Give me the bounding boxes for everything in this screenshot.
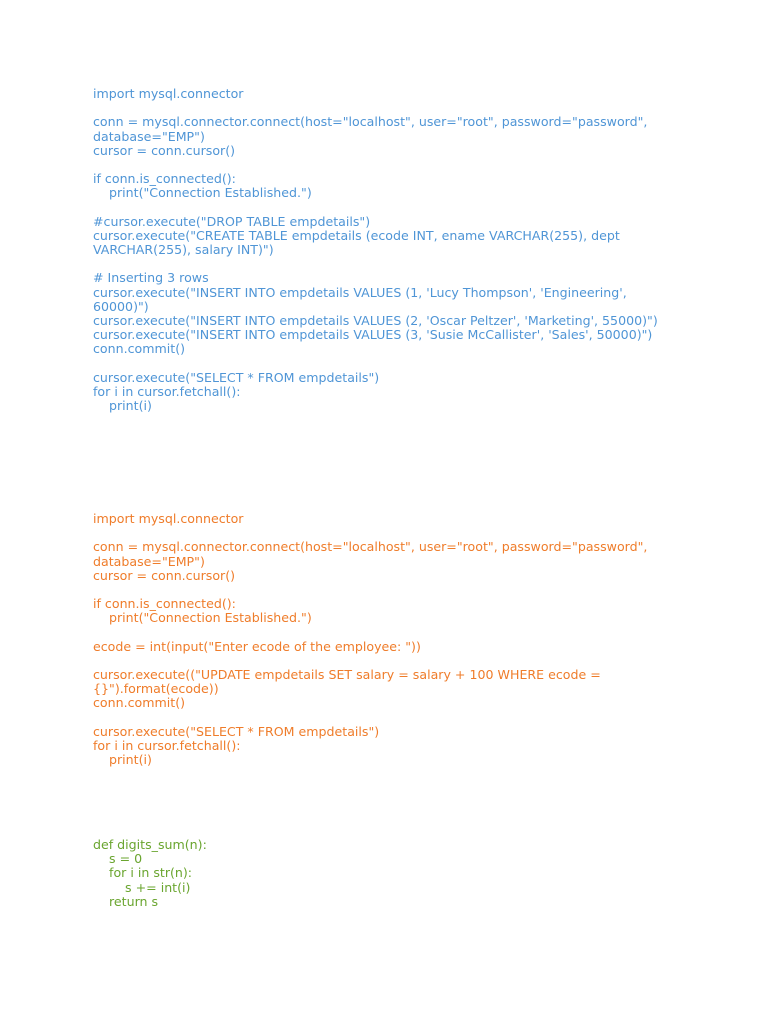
code-line: print("Connection Established.") bbox=[93, 610, 312, 626]
code-line: print("Connection Established.") bbox=[93, 185, 312, 201]
code-line: cursor.execute("SELECT * FROM empdetails") bbox=[93, 723, 380, 739]
code-line-blank bbox=[93, 711, 693, 725]
code-line: def digits_sum(n): bbox=[93, 837, 207, 852]
code-line: {}").format(ecode)) bbox=[93, 681, 219, 697]
code-line: 60000)") bbox=[93, 298, 149, 314]
code-line: cursor.execute("INSERT INTO empdetails VALUES (3, 'Susie McCallister', 'Sales', 50000)") bbox=[93, 327, 653, 343]
code-line: s = 0 bbox=[93, 851, 143, 867]
code-block-mysql-update bbox=[93, 512, 693, 767]
code-block-mysql-insert bbox=[93, 87, 693, 413]
code-line-blank bbox=[93, 158, 693, 172]
code-line: conn.commit() bbox=[93, 695, 186, 711]
code-line: cursor.execute("INSERT INTO empdetails VALUES (1, 'Lucy Thompson', 'Engineering', bbox=[93, 284, 627, 300]
code-line: database="EMP") bbox=[93, 553, 205, 569]
code-line-blank bbox=[93, 583, 693, 597]
code-line-blank bbox=[93, 526, 693, 540]
code-line: conn.commit() bbox=[93, 341, 186, 357]
code-line-blank bbox=[93, 257, 693, 271]
code-line: cursor.execute("INSERT INTO empdetails VALUES (2, 'Oscar Peltzer', 'Marketing', 55000)") bbox=[93, 313, 658, 328]
code-line-blank bbox=[93, 201, 693, 215]
code-line: if conn.is_connected(): bbox=[93, 596, 236, 612]
code-line: conn = mysql.connector.connect(host="localhost", user="root", password="password", bbox=[93, 539, 648, 555]
code-line: if conn.is_connected(): bbox=[93, 171, 236, 187]
code-line: for i in cursor.fetchall(): bbox=[93, 383, 241, 399]
code-line: #cursor.execute("DROP TABLE empdetails") bbox=[93, 213, 371, 229]
code-line: import mysql.connector bbox=[93, 511, 244, 526]
code-block-digits-sum bbox=[93, 838, 693, 909]
code-line: import mysql.connector bbox=[93, 86, 244, 101]
code-line: cursor = conn.cursor() bbox=[93, 142, 236, 158]
code-line: conn = mysql.connector.connect(host="localhost", user="root", password="password", bbox=[93, 114, 648, 130]
code-line: # Inserting 3 rows bbox=[93, 270, 209, 286]
code-line: return s bbox=[93, 893, 159, 909]
code-line: cursor.execute("SELECT * FROM empdetails") bbox=[93, 369, 380, 385]
code-line: for i in cursor.fetchall(): bbox=[93, 738, 241, 753]
code-line: cursor.execute(("UPDATE empdetails SET salary = salary + 100 WHERE ecode = bbox=[93, 667, 601, 683]
code-line: s += int(i) bbox=[93, 879, 191, 895]
code-line-blank bbox=[93, 357, 693, 371]
code-line: ecode = int(input("Enter ecode of the employee: ")) bbox=[93, 638, 421, 654]
code-line: for i in str(n): bbox=[93, 865, 193, 881]
code-line: VARCHAR(255), salary INT)") bbox=[93, 242, 274, 258]
code-line-blank bbox=[93, 626, 693, 640]
code-line: cursor = conn.cursor() bbox=[93, 567, 236, 583]
code-line: print(i) bbox=[93, 752, 152, 768]
code-line: print(i) bbox=[93, 398, 152, 414]
code-line: database="EMP") bbox=[93, 128, 205, 144]
code-line-blank bbox=[93, 654, 693, 668]
code-line: cursor.execute("CREATE TABLE empdetails (ecode INT, ename VARCHAR(255), dept bbox=[93, 227, 620, 243]
code-line-blank bbox=[93, 101, 693, 115]
